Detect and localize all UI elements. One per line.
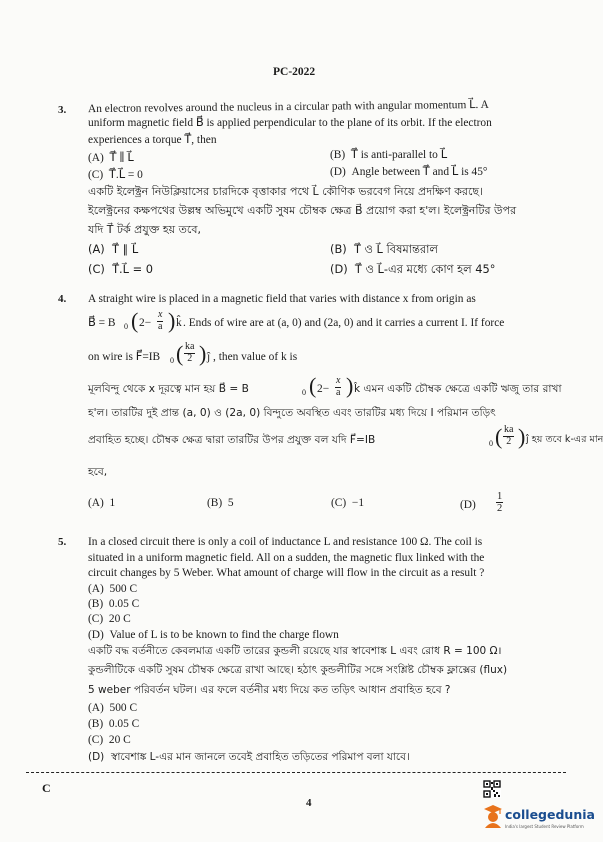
option-c-bengali xyxy=(88,735,131,746)
collegedunia-logo xyxy=(483,802,595,838)
option-label: (D) xyxy=(330,166,346,178)
subscript-zero: 0 xyxy=(124,322,128,331)
option-text: T⃗ ∥ L⃗ xyxy=(109,152,134,164)
option-a-bengali xyxy=(88,703,137,714)
option-label: (C) xyxy=(88,613,104,625)
open-paren: ( xyxy=(495,424,503,449)
numerator: 1 xyxy=(497,491,503,502)
option-text: 20 C xyxy=(108,613,131,625)
option-label: (A) xyxy=(88,702,104,714)
option-text: Value of L is to be known to find the charge flown xyxy=(109,629,339,641)
fraction-ka-over-2 xyxy=(184,342,195,364)
option-label: (B) xyxy=(88,718,104,730)
option-text: T⃗ ও L⃗ বিষমান্তরাল xyxy=(353,242,438,256)
page-number: 4 xyxy=(306,797,312,809)
denominator: a xyxy=(336,386,341,398)
open-paren: ( xyxy=(309,373,317,398)
option-c xyxy=(88,170,143,181)
equation-term: 2− xyxy=(317,383,330,395)
question-text-line: situated in a uniform magnetic field. All on a sudden, the magnetic flux linked with the xyxy=(88,552,485,564)
numerator: ka xyxy=(504,424,514,435)
option-c-bengali xyxy=(88,264,153,275)
question-text-bengali: একটি ইলেক্ট্রন নিউক্লিয়াসের চারদিকে বৃত্তাকার পথে L⃗ কৌণিক ভরবেগ নিয়ে প্রদক্ষিণ করছে। xyxy=(88,185,483,198)
option-text: 1 xyxy=(109,497,116,509)
fraction-ka-over-2 xyxy=(503,425,514,447)
option-text: T⃗ ও L⃗-এর মধ্যে কোণ হল 45° xyxy=(354,262,496,276)
question-text-line: . Ends of wire are at (a, 0) and (2a, 0) and it carries a current I. If force xyxy=(183,317,505,329)
question-text-bengali: ĵ হয় তবে k-এর মান xyxy=(526,434,603,445)
option-label: (B) xyxy=(207,497,223,509)
denominator: 2 xyxy=(187,352,193,364)
fraction-x-over-a xyxy=(157,310,163,332)
question-text-line: uniform magnetic field B⃗ is applied perpendicular to the plane of its orbit. If the electron xyxy=(88,117,492,129)
option-label: (D) xyxy=(88,751,105,763)
question-text-bengali: ইলেক্ট্রনের কক্ষপথের উল্লম্ব অভিমুখে একটি সুষম চৌম্বক ক্ষেত্র B⃗ প্রয়োগ করা হ'ল। ইলেক্ট্রনটির উপর xyxy=(88,204,517,217)
equation-term: 2− xyxy=(139,317,152,329)
option-text: T⃗.L⃗ = 0 xyxy=(108,169,143,181)
option-text: 500 C xyxy=(109,702,138,714)
fraction-x-over-a xyxy=(335,376,341,398)
question-text-line: An electron revolves around the nucleus in a circular path with angular momentum L⃗. A xyxy=(87,98,489,116)
option-text: T⃗ ∥ L⃗ xyxy=(111,242,139,256)
denominator: 2 xyxy=(497,503,503,515)
question-text-line: circuit changes by 5 Weber. What amount of charge will flow in the circuit as a result ? xyxy=(88,567,485,579)
numerator: ka xyxy=(185,341,195,352)
qr-code-icon xyxy=(483,780,501,798)
option-c xyxy=(88,614,131,625)
option-a xyxy=(88,153,134,164)
question-text-bengali: হ'ল। তারটির দুই প্রান্ত (a, 0) ও (2a, 0) বিন্দুতে অবস্থিত এবং তারটির মধ্য দিয়ে I পরিমান তড়িৎ xyxy=(88,407,496,419)
question-text-line: experiences a torque T⃗, then xyxy=(88,134,217,146)
question-text-bengali: যদি T⃗ টর্ক প্রযুক্ত হয় তবে, xyxy=(88,223,201,236)
unit-vector-k: k̂ xyxy=(176,317,182,329)
option-label: (D) xyxy=(330,262,348,276)
option-label: (B) xyxy=(330,242,347,256)
option-d xyxy=(330,167,487,178)
option-label: (B) xyxy=(330,149,346,161)
open-paren: ( xyxy=(176,341,184,366)
question-text-line: ĵ , then value of k is xyxy=(207,351,298,363)
denominator: a xyxy=(158,320,163,332)
fraction-one-half xyxy=(496,491,503,514)
option-label: (C) xyxy=(331,497,347,509)
graduate-icon xyxy=(483,804,503,828)
question-text-bengali: হবে, xyxy=(88,466,108,478)
numerator: x xyxy=(158,309,163,320)
option-text: 0.05 C xyxy=(108,718,140,730)
close-paren: ) xyxy=(199,341,207,366)
option-label: (B) xyxy=(88,598,104,610)
question-text-bengali: প্রবাহিত হচ্ছে। চৌম্বক ক্ষেত্র দ্বারা তারটির উপর প্রযুক্ত বল যদি F⃗=IB xyxy=(88,434,376,446)
option-text: 0.05 C xyxy=(108,598,140,610)
logo-wordmark: collegedunia xyxy=(505,807,595,822)
option-d xyxy=(460,500,476,511)
option-b xyxy=(88,599,139,610)
option-label: (D) xyxy=(88,629,104,641)
question-number: 3. xyxy=(58,104,67,116)
close-paren: ) xyxy=(518,424,526,449)
question-text-bengali: k̂ এমন একটি চৌম্বক ক্ষেত্রে একটি ঋজু তার রাখা xyxy=(354,383,562,395)
question-number: 5. xyxy=(58,536,67,548)
option-text: 5 xyxy=(227,497,234,509)
footer-divider xyxy=(26,772,566,773)
option-a xyxy=(88,498,115,509)
option-a-bengali xyxy=(88,244,138,255)
open-paren: ( xyxy=(131,308,139,333)
close-paren: ) xyxy=(168,308,176,333)
option-a xyxy=(88,584,137,595)
option-label: (A) xyxy=(88,497,104,509)
option-b xyxy=(207,498,234,509)
paper-code: PC-2022 xyxy=(273,66,316,78)
subscript-zero: 0 xyxy=(302,388,306,397)
subscript-zero: 0 xyxy=(170,356,174,365)
option-text: 500 C xyxy=(109,583,138,595)
question-text-bengali: একটি বদ্ধ বর্তনীতে কেবলমাত্র একটি তারের কুন্ডলী রয়েছে যার স্বাবেশাঙ্ক L এবং রোধ R = 100 Ω। xyxy=(88,645,502,657)
option-label: (A) xyxy=(88,152,104,164)
option-d xyxy=(88,630,339,641)
option-text: Angle between T⃗ and L⃗ is 45° xyxy=(351,166,488,178)
numerator: x xyxy=(336,375,341,386)
option-text: T⃗.L⃗ = 0 xyxy=(112,262,154,276)
question-text-bengali: কুন্ডলীটিকে একটি সুষম চৌম্বক ক্ষেত্রে রাখা আছে। হঠাৎ কুন্ডলীটির সঙ্গে সংশ্লিষ্ট চৌম্বক ফ্লাক্সের (flux) xyxy=(88,664,508,676)
question-text-bengali: 5 weber পরিবর্তন ঘটল। এর ফলে বর্তনীর মধ্য দিয়ে কত তড়িৎ আধান প্রবাহিত হবে ? xyxy=(88,684,451,696)
question-number: 4. xyxy=(58,293,67,305)
option-label: (C) xyxy=(88,734,104,746)
option-b-bengali xyxy=(330,244,438,255)
option-c xyxy=(331,498,364,509)
option-d-bengali xyxy=(88,752,410,763)
option-label: (A) xyxy=(88,242,105,256)
option-text: স্বাবেশাঙ্ক L-এর মান জানলে তবেই প্রবাহিত তড়িতের পরিমাপ বলা যাবে। xyxy=(110,751,410,763)
option-d-bengali xyxy=(330,264,495,275)
question-text-line: on wire is F⃗=IB xyxy=(88,351,161,363)
field-equation-lhs: B⃗ = B xyxy=(88,317,116,329)
option-b-bengali xyxy=(88,719,139,730)
logo-tagline: India's largest Student Review Platform xyxy=(505,824,584,829)
question-text-line: In a closed circuit there is only a coil of inductance L and resistance 100 Ω. The coil is xyxy=(88,536,483,548)
question-text-bengali: মূলবিন্দু থেকে x দূরত্বে মান হয় B⃗ = B xyxy=(88,383,249,395)
set-code: C xyxy=(42,781,51,795)
option-label: (A) xyxy=(88,583,104,595)
subscript-zero: 0 xyxy=(489,439,493,448)
option-label: (D) xyxy=(460,499,476,511)
option-text: −1 xyxy=(351,497,365,509)
option-label: (C) xyxy=(88,262,105,276)
close-paren: ) xyxy=(346,373,354,398)
question-text-line: A straight wire is placed in a magnetic field that varies with distance x from origin as xyxy=(88,293,476,305)
option-label: (C) xyxy=(88,169,104,181)
option-text: 20 C xyxy=(108,734,131,746)
option-text: T⃗ is anti-parallel to L⃗ xyxy=(350,149,448,161)
denominator: 2 xyxy=(506,435,512,447)
option-b xyxy=(330,150,447,161)
